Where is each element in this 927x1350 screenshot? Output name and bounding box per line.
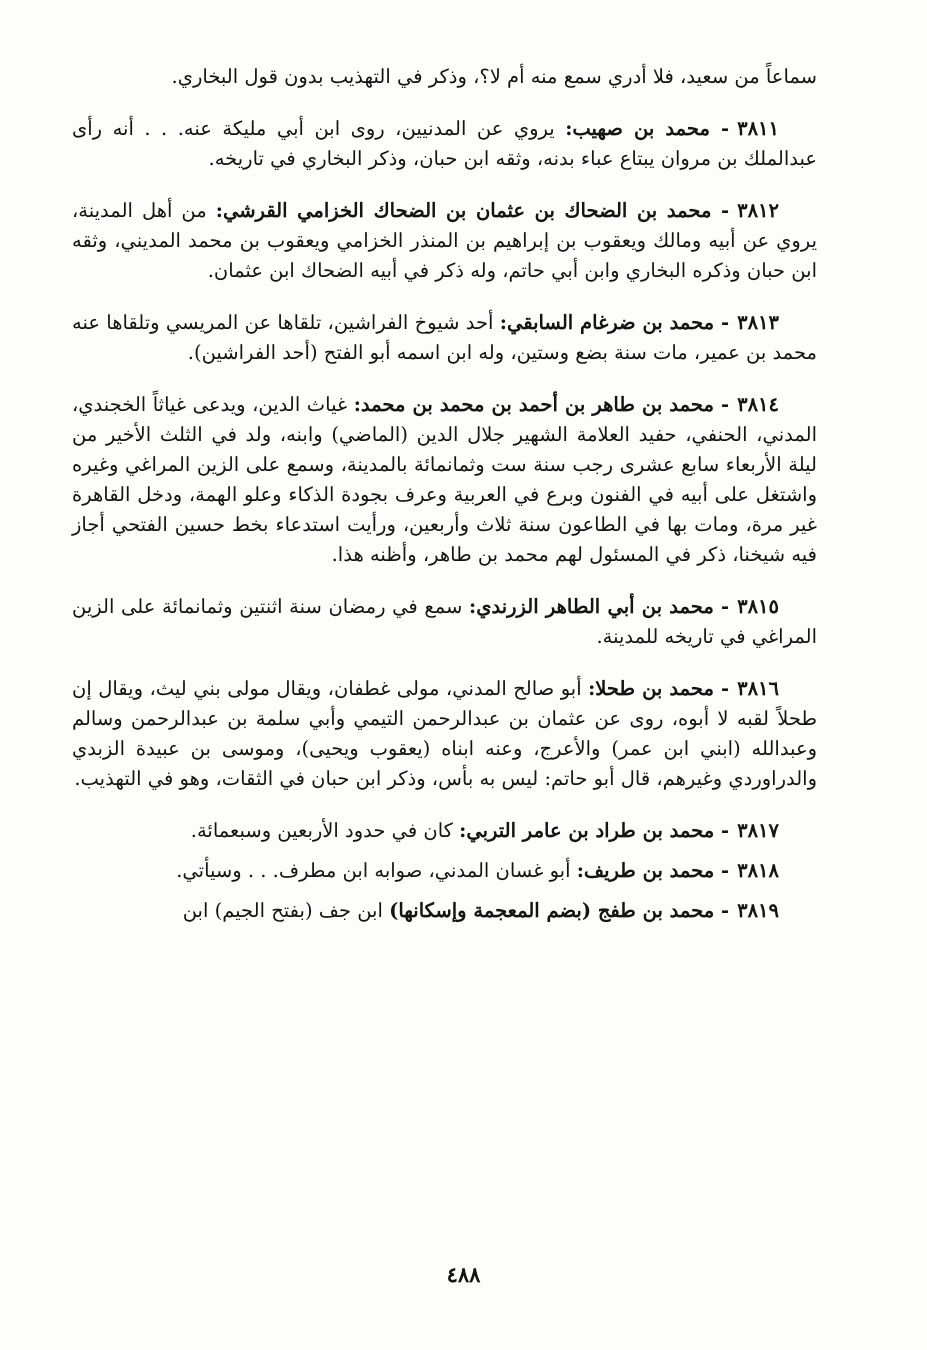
entry-name: - محمد بن طفج (بضم المعجمة وإسكانها)	[389, 899, 730, 922]
entry-number: ٣٨١٩	[737, 899, 779, 922]
entry-3813	[72, 308, 817, 368]
entry-name: - محمد بن أبي الطاهر الزرندي:	[469, 595, 730, 618]
entry-number: ٣٨١٥	[737, 595, 780, 618]
entry-number: ٣٨١١	[737, 117, 779, 140]
entry-number: ٣٨١٦	[737, 677, 779, 700]
entry-number: ٣٨١٢	[737, 199, 779, 222]
entry-text: ابن جف (بفتح الجيم) ابن	[182, 899, 383, 922]
entry-name: - محمد بن طاهر بن أحمد بن محمد بن محمد:	[353, 393, 730, 416]
entry-3819	[72, 896, 817, 926]
entry-number: ٣٨١٧	[737, 819, 779, 842]
entry-text: أبو غسان المدني، صوابه ابن مطرف. . . وسيأتي.	[176, 859, 571, 882]
entry-text: أحد شيوخ الفراشين، تلقاها عن المريسي وتلقاها عنه محمد بن عمير، مات سنة بضع وستين، وله ابن اسمه أبو الفتح (أحد الفراشين).	[72, 311, 817, 364]
entry-name: - محمد بن طريف:	[576, 859, 730, 882]
entry-text: غياث الدين، ويدعى غياثاً الخجندي، المدني، الحنفي، حفيد العلامة الشهير جلال الدين (الماضي) وابنه، ولد في الثلث الأخير من ليلة الأربعاء سابع عشرى رجب سنة ست وثمانمائة بالمدينة، وسمع على الزين المراغي وغيره واشتغل على أبيه في الفنون وبرع في العربية وعرف بجودة الذكاء وعلو الهمة، ودخل القاهرة غير مرة، ومات بها في الطاعون سنة ثلاث وأربعين، ورأيت استدعاء بخط حسين الفتحي أجاز فيه شيخنا، ذكر في المسئول لهم محمد بن طاهر، وأظنه هذا.	[72, 393, 817, 566]
entry-text: يروي عن المدنيين، روى ابن أبي مليكة عنه. . . أنه رأى عبدالملك بن مروان يبتاع عباء بدنه، وثقه ابن حبان، وذكر البخاري في تاريخه.	[72, 117, 817, 170]
entry-text: كان في حدود الأربعين وسبعمائة.	[190, 819, 453, 842]
entry-3814	[72, 390, 817, 570]
entry-3811	[72, 114, 817, 174]
continuation-paragraph	[72, 62, 817, 92]
entry-name: - محمد بن طحلا:	[588, 677, 730, 700]
entry-text: من أهل المدينة، يروي عن أبيه ومالك ويعقوب بن إبراهيم بن المنذر الخزامي ويعقوب بن محمد المديني، وثقه ابن حبان وذكره البخاري وابن أبي حاتم، وله ذكر في أبيه الضحاك ابن عثمان.	[72, 199, 817, 282]
page-number: ٤٨٨	[446, 1262, 481, 1287]
entry-text: أبو صالح المدني، مولى غطفان، ويقال مولى بني ليث، ويقال إن طحلاً لقبه لا أبوه، روى عن عثمان بن عبدالرحمن التيمي وأبي سلمة بن عبدالرحمن وسالم وعبدالله (ابني ابن عمر) والأعرج، وعنه ابناه (يعقوب ويحيى)، وموسى بن عبيدة الزبدي والدراوردي وغيرهم، قال أبو حاتم: ليس به بأس، وذكر ابن حبان في الثقات، وهو في التهذيب.	[72, 677, 817, 790]
entry-3812	[72, 196, 817, 286]
entry-3816	[72, 674, 817, 794]
entry-3818	[72, 856, 817, 886]
entry-text: سمع في رمضان سنة اثنتين وثمانمائة على الزين المراغي في تاريخه للمدينة.	[72, 595, 817, 648]
entry-number: ٣٨١٣	[737, 311, 779, 334]
continuation-text: سماعاً من سعيد، فلا أدري سمع منه أم لا؟، وذكر في التهذيب بدون قول البخاري.	[171, 65, 817, 88]
entry-name: - محمد بن طراد بن عامر التربي:	[459, 819, 730, 842]
entry-3815	[72, 592, 817, 652]
entry-name: - محمد بن ضرغام السابقي:	[499, 311, 730, 334]
page-body	[72, 62, 817, 936]
entry-number: ٣٨١٨	[737, 859, 779, 882]
entry-name: - محمد بن صهيب:	[565, 117, 730, 140]
entry-number: ٣٨١٤	[737, 393, 780, 416]
entry-3817	[72, 816, 817, 846]
entry-name: - محمد بن الضحاك بن عثمان بن الضحاك الخزامي القرشي:	[215, 199, 730, 222]
